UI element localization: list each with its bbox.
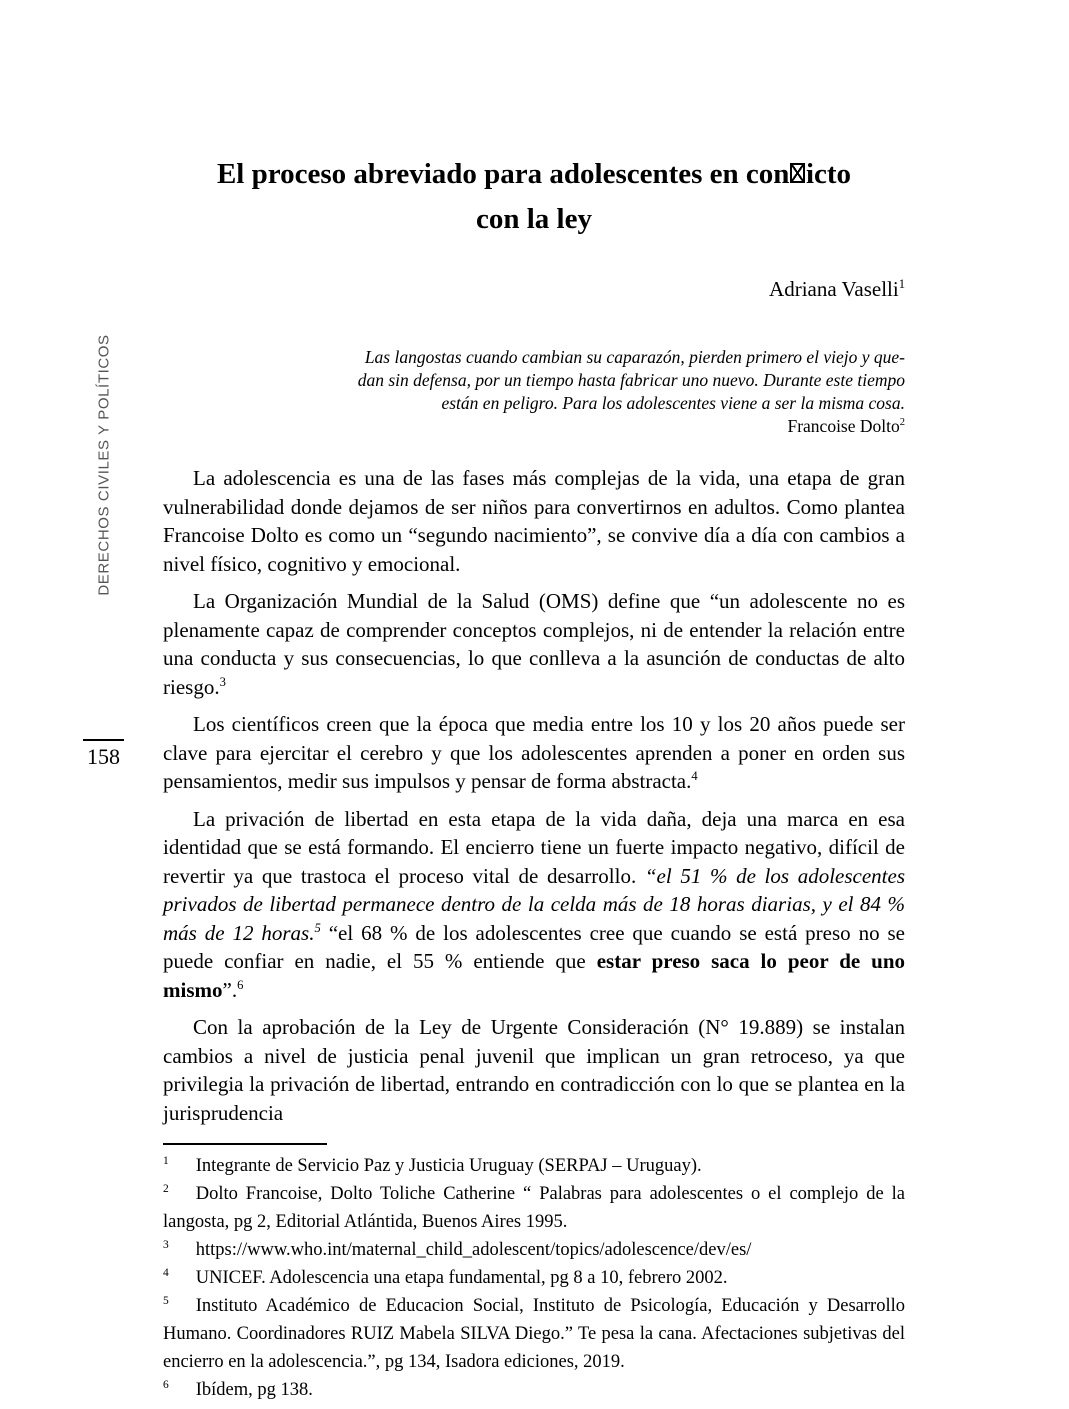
footnote-separator (163, 1143, 327, 1145)
paragraph-text: La privación de libertad en esta etapa de la vida daña, deja una marca en esa identidad que se está formando. El encierro tiene un fuerte impacto negativo, difícil de revertir ya que trastoca el proceso vital de desarrollo. (163, 806, 905, 888)
title-text-line2: con la ley (476, 203, 592, 235)
body-paragraph (163, 464, 905, 578)
body-paragraph (163, 710, 905, 796)
footnote-text: UNICEF. Adolescencia una etapa fundamental, pg 8 a 10, febrero 2002. (195, 1268, 728, 1288)
footnote-number: 1 (163, 1154, 169, 1167)
epigraph (163, 346, 905, 415)
paragraph-text: La Organización Mundial de la Salud (OMS) define que “un adolescente no es plenamente capaz de comprender conceptos complejos, ni de entender la relación entre una conducta y sus consecuencias, lo que conlleva a la asunción de conductas de alto riesgo. (163, 589, 905, 699)
footnote-text: Ibídem, pg 138. (195, 1380, 313, 1400)
paragraph-text: La adolescencia es una de las fases más complejas de la vida, una etapa de gran vulnerabilidad donde dejamos de ser niños para convertirnos en adultos. Como plantea Francoise Dolto es como un “segundo nacimiento”, se convive día a día con cambios a nivel físico, cognitivo y emocional. (163, 466, 905, 576)
footnote (163, 1376, 905, 1404)
body-paragraph (163, 1013, 905, 1127)
footnote-number: 6 (163, 1378, 169, 1391)
article-content (163, 0, 905, 1404)
footnotes-section (163, 1143, 905, 1404)
footnote (163, 1180, 905, 1236)
footnote-number: 3 (163, 1238, 169, 1251)
footnote (163, 1264, 905, 1292)
footnote-ref: 3 (219, 674, 226, 689)
body-paragraph (163, 805, 905, 1005)
missing-glyph-box (790, 163, 805, 183)
footnote-text: Dolto Francoise, Dolto Toliche Catherine “ Palabras para adolescentes o el complejo de la langosta, pg 2, Editorial Atlántida, Buenos Aires 1995. (163, 1184, 905, 1232)
epigraph-attribution (163, 415, 905, 438)
footnote (163, 1292, 905, 1376)
article-title (163, 152, 905, 242)
epigraph-attribution-name: Francoise Dolto (787, 416, 900, 436)
body-paragraph (163, 587, 905, 701)
footnote-number: 2 (163, 1182, 169, 1195)
title-text-line1-before: El proceso abreviado para adolescentes en con (216, 158, 790, 190)
title-text-line1-after: icto (805, 158, 852, 190)
paragraph-text: Con la aprobación de la Ley de Urgente Consideración (N° 19.889) se instalan cambios a nivel de justicia penal juvenil que implican un gran retroceso, ya que privilegia la privación de libertad, entrando en contradicción con lo que se plantea en la jurisprudencia (163, 1015, 905, 1125)
author-name: Adriana Vaselli (769, 277, 899, 301)
footnote-ref: 6 (237, 977, 244, 992)
footnote-number: 5 (163, 1294, 169, 1307)
paragraph-text-bold: estar preso saca lo peor de uno mismo (163, 949, 905, 1002)
footnote-url: https://www.who.int/maternal_child_adolescent/topics/adolescence/dev/es/ (195, 1240, 752, 1260)
author-byline (163, 276, 905, 302)
footnote-ref: 5 (314, 920, 321, 935)
author-footnote-ref: 1 (898, 277, 905, 291)
footnote (163, 1236, 905, 1264)
footnote-ref: 4 (691, 769, 698, 783)
paragraph-text: Los científicos creen que la época que media entre los 10 y los 20 años puede ser clave para ejercitar el cerebro y que los adolescentes aprenden a poner en orden sus pensamientos, medir sus impulsos y pensar de forma abstracta. (163, 712, 905, 793)
footnote-text: Integrante de Servicio Paz y Justicia Uruguay (SERPAJ – Uruguay). (195, 1156, 702, 1176)
paragraph-quote-italic: “el 51 % de los adolescentes privados de libertad permanece dentro de la celda más de 18 horas diarias, y el 84 % más de 12 horas. (163, 863, 906, 945)
page-number: 158 (83, 739, 124, 770)
epigraph-line: están en peligro. Para los adolescentes viene a ser la misma cosa. (441, 393, 905, 413)
article-body (163, 464, 905, 1127)
footnote-number: 4 (163, 1266, 169, 1279)
paragraph-text: “el 68 % de los adolescentes cree que cuando se está preso no se puede confiar en nadie, el 55 % entiende que (163, 920, 905, 973)
epigraph-line: Las langostas cuando cambian su caparazón, pierden primero el viejo y que- (364, 347, 905, 367)
footnote-text: Instituto Académico de Educacion Social, Instituto de Psicología, Educación y Desarrollo Humano. Coordinadores RUIZ Mabela SILVA Diego.” Te pesa la cana. Afectaciones subjetivas del encierro en la adolescencia.”, pg 134, Isadora ediciones, 2019. (163, 1296, 905, 1372)
epigraph-line: dan sin defensa, por un tiempo hasta fabricar uno nuevo. Durante este tiempo (357, 370, 905, 390)
sidebar-section-label: DERECHOS CIVILES Y POLÍTICOS (95, 334, 113, 596)
footnote (163, 1152, 905, 1180)
paragraph-text: ”. (222, 977, 238, 1002)
epigraph-footnote-ref: 2 (899, 417, 905, 429)
